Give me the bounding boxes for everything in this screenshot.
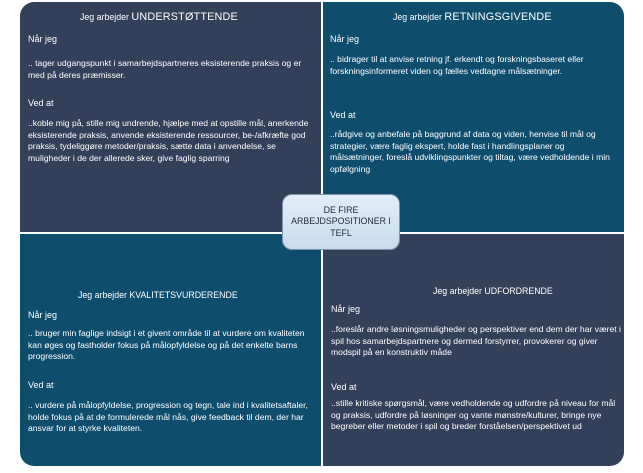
title-prefix: Jeg arbejder: [80, 12, 129, 22]
when-label: Når jeg: [28, 34, 58, 44]
via-label: Ved at: [331, 382, 357, 392]
title-prefix: Jeg arbejder: [393, 12, 442, 22]
via-label: Ved at: [330, 110, 356, 120]
via-text: ..rådgive og anbefale på baggrund af data og viden, henvise til mål og strategier, være faglig ekspert, holde fast i handlingsplaner og målsætninger, foreslå udviklingspunkter og tiltag, være vedholdende i min opfølgning: [330, 129, 610, 174]
via-text: .. vurdere på målopfyldelse, progression og tegn, tale ind i kvalitetsaftaler, holde fokus på at de formulerede mål nås, give feedback til dem, der har ansvar for at styrke kvaliteten.: [28, 400, 308, 433]
via-label: Ved at: [28, 98, 54, 108]
quadrant-title: [393, 12, 552, 24]
center-line-1: DE FIRE: [323, 204, 359, 215]
quadrant-udfordrende: [323, 234, 624, 466]
title-prefix: Jeg arbejder: [78, 290, 127, 300]
via-text: ..koble mig på, stille mig undrende, hjælpe med at opstille mål, anerkende eksisterende praksis, anvende eksisterende ressourcer, be-/afkræfte god praksis, tydeliggøre metoder/praksis, sætte data i anvendelse, se muligheder i de der allerede sker, give faglig sparring: [28, 118, 309, 163]
title-main: KVALITETSVURDERENDE: [129, 290, 238, 300]
when-text: .. bruger min faglige indsigt i et givent område til at vurdere om kvaliteten kan øges og fastholder fokus på målopfyldelse og på det enkelte barns progression.: [28, 328, 305, 361]
quadrant-title: [433, 286, 553, 298]
positions-diagram: [20, 2, 624, 466]
quadrant-title: [78, 290, 238, 302]
via-label: Ved at: [28, 380, 54, 390]
title-main: UDFORDRENDE: [484, 286, 553, 296]
quadrant-understottende: [20, 2, 321, 232]
quadrant-title: [80, 12, 238, 24]
quadrant-kvalitetsvurderende: [20, 234, 321, 466]
via-text: ..stille kritiske spørgsmål, være vedholdende og udfordre på niveau for mål og praksis, udfordre på løsninger og vante mønstre/kulturer, bringe nye begreber eller metoder i spil og breder forståelsen/perspektivet ud: [331, 398, 616, 431]
when-label: Når jeg: [330, 34, 360, 44]
center-line-3: TEFL: [330, 227, 352, 238]
when-label: Når jeg: [28, 310, 58, 320]
when-label: Når jeg: [331, 304, 361, 314]
when-text: .. bidrager til at anvise retning jf. erkendt og forskningsbaseret eller forskningsinformeret viden og fælles vedtagne målsætninger.: [330, 54, 584, 76]
when-text: ..foreslår andre løsningsmuligheder og perspektiver end dem der har været i spil hos samarbejdspartnere og dermed forstyrrer, provokerer og giver modspil på en konstruktiv måde: [331, 324, 621, 357]
when-text: .. tager udgangspunkt i samarbejdspartneres eksisterende praksis og er med på deres præmisser.: [28, 58, 302, 80]
center-label-box: [282, 194, 400, 250]
title-main: UNDERSTØTTENDE: [131, 11, 238, 23]
center-line-2: ARBEJDSPOSITIONER I: [291, 216, 391, 227]
title-prefix: Jeg arbejder: [433, 286, 482, 296]
title-main: RETNINGSGIVENDE: [444, 11, 552, 23]
